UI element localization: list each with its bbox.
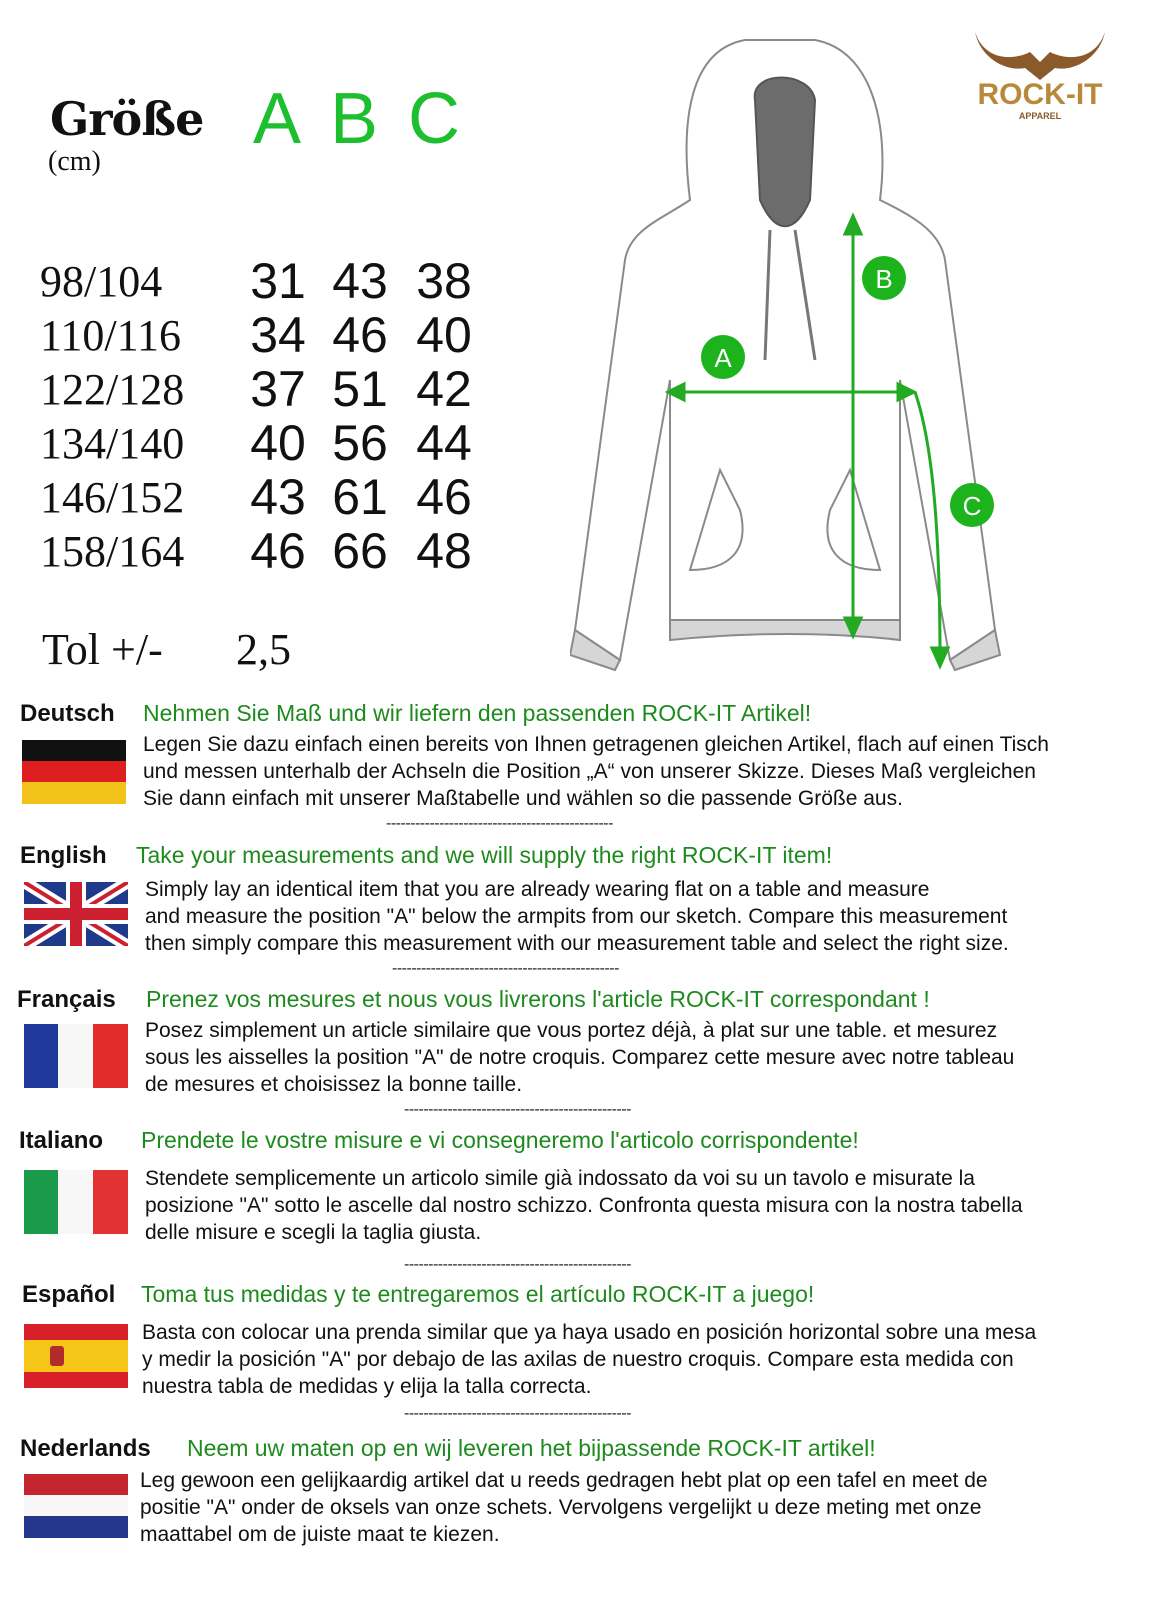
marker-a-label: A bbox=[714, 343, 732, 373]
body-line: Basta con colocar una prenda similar que ya haya usado en posición horizontal sobre una mesa bbox=[142, 1321, 1037, 1344]
size-value-c: 46 bbox=[416, 469, 472, 525]
body-line: Leg gewoon een gelijkaardig artikel dat u reeds gedragen hebt plat op een tafel en meet de bbox=[140, 1469, 988, 1492]
size-value-c: 42 bbox=[416, 361, 472, 417]
size-label: 122/128 bbox=[40, 365, 185, 414]
body-line: Stendete semplicemente un articolo simile già indossato da voi su un tavolo e misurate la bbox=[145, 1167, 975, 1190]
tolerance-label: Tol +/- bbox=[42, 625, 163, 674]
size-value-c: 38 bbox=[416, 253, 472, 309]
column-header-b: B bbox=[330, 79, 379, 159]
size-value-c: 40 bbox=[416, 307, 472, 363]
size-value-a: 37 bbox=[250, 361, 306, 417]
lang-headline-nederlands: Neem uw maten op en wij leveren het bijpassende ROCK-IT artikel! bbox=[187, 1435, 876, 1461]
size-label: 146/152 bbox=[40, 473, 185, 522]
lang-name-francais: Français bbox=[17, 986, 116, 1013]
tolerance-value: 2,5 bbox=[236, 625, 291, 674]
marker-c-label: C bbox=[962, 491, 982, 521]
size-row bbox=[0, 469, 560, 526]
body-line: then simply compare this measurement with our measurement table and select the right size. bbox=[145, 932, 1009, 955]
hoodie-measurement-diagram bbox=[570, 30, 1040, 690]
germany-flag-icon bbox=[22, 740, 126, 804]
lang-headline-francais: Prenez vos mesures et nous vous livrerons l'article ROCK-IT correspondant ! bbox=[146, 986, 930, 1012]
body-line: maattabel om de juiste maat te kiezen. bbox=[140, 1523, 500, 1546]
section-divider: ----------------------------------------------- bbox=[386, 815, 613, 832]
section-divider: ----------------------------------------------- bbox=[404, 1256, 631, 1273]
body-line: Simply lay an identical item that you are already wearing flat on a table and measure bbox=[145, 878, 930, 901]
body-line: sous les aisselles la position "A" de notre croquis. Comparez cette mesure avec notre tableau bbox=[145, 1046, 1015, 1069]
size-value-b: 46 bbox=[332, 307, 388, 363]
lang-body-francais bbox=[145, 1017, 1145, 1098]
lang-headline-espanol: Toma tus medidas y te entregaremos el artículo ROCK-IT a juego! bbox=[141, 1281, 815, 1307]
marker-b-label: B bbox=[875, 264, 893, 294]
marker-a bbox=[701, 335, 745, 379]
body-line: Sie dann einfach mit unserer Maßtabelle und wählen so die passende Größe aus. bbox=[143, 787, 903, 810]
logo-brand-text: ROCK-IT bbox=[977, 78, 1103, 111]
uk-flag-icon bbox=[24, 882, 128, 946]
netherlands-flag-icon bbox=[24, 1474, 128, 1538]
lang-headline-english: Take your measurements and we will supply the right ROCK-IT item! bbox=[136, 842, 833, 868]
lang-name-deutsch: Deutsch bbox=[20, 700, 115, 727]
lang-body-nederlands bbox=[140, 1467, 1140, 1548]
size-value-a: 34 bbox=[250, 307, 306, 363]
body-line: Legen Sie dazu einfach einen bereits von Ihnen getragenen gleichen Artikel, flach auf einen Tisch bbox=[143, 733, 1049, 756]
size-value-a: 40 bbox=[250, 415, 306, 471]
section-divider: ----------------------------------------------- bbox=[404, 1101, 631, 1118]
lang-body-espanol bbox=[142, 1319, 1142, 1400]
size-label: 134/140 bbox=[40, 419, 185, 468]
lang-name-espanol: Español bbox=[22, 1281, 116, 1308]
france-flag-icon bbox=[24, 1024, 128, 1088]
size-value-a: 31 bbox=[250, 253, 306, 309]
marker-c bbox=[950, 483, 994, 527]
size-value-a: 46 bbox=[250, 523, 306, 579]
lang-body-english bbox=[145, 876, 1145, 957]
hood-opening bbox=[755, 78, 815, 227]
body-line: delle misure e scegli la taglia giusta. bbox=[145, 1221, 482, 1244]
size-row bbox=[0, 361, 560, 418]
size-value-b: 66 bbox=[332, 523, 388, 579]
spain-coat-of-arms bbox=[50, 1346, 64, 1366]
column-header-c: C bbox=[408, 79, 460, 159]
size-value-b: 43 bbox=[332, 253, 388, 309]
size-value-c: 44 bbox=[416, 415, 472, 471]
size-row bbox=[0, 253, 560, 310]
size-value-b: 61 bbox=[332, 469, 388, 525]
italy-flag-icon bbox=[24, 1170, 128, 1234]
size-value-b: 51 bbox=[332, 361, 388, 417]
spain-flag-icon bbox=[24, 1324, 128, 1388]
lang-name-english: English bbox=[20, 842, 107, 869]
body-line: posizione "A" sotto le ascelle dal nostro schizzo. Confronta questa misura con la nostra tabella bbox=[145, 1194, 1023, 1217]
size-value-c: 48 bbox=[416, 523, 472, 579]
lang-name-nederlands: Nederlands bbox=[20, 1435, 151, 1462]
size-label: 98/104 bbox=[40, 257, 163, 306]
lang-headline-italiano: Prendete le vostre misure e vi consegneremo l'articolo corrispondente! bbox=[141, 1127, 859, 1153]
size-label: 110/116 bbox=[40, 311, 181, 360]
body-line: und messen unterhalb der Achseln die Position „A“ von unserer Skizze. Dieses Maß vergleichen bbox=[143, 760, 1036, 783]
size-value-b: 56 bbox=[332, 415, 388, 471]
column-header-a: A bbox=[253, 79, 302, 159]
size-row bbox=[0, 523, 560, 580]
section-divider: ----------------------------------------------- bbox=[392, 960, 619, 977]
logo-sub-text: APPAREL bbox=[1018, 111, 1062, 121]
body-line: and measure the position "A" below the armpits from our sketch. Compare this measurement bbox=[145, 905, 1008, 928]
size-table-unit: (cm) bbox=[48, 146, 101, 177]
lang-body-deutsch bbox=[143, 731, 1143, 812]
section-divider: ----------------------------------------------- bbox=[404, 1405, 631, 1422]
lang-body-italiano bbox=[145, 1165, 1145, 1246]
lang-headline-deutsch: Nehmen Sie Maß und wir liefern den passenden ROCK-IT Artikel! bbox=[143, 700, 812, 726]
body-line: Posez simplement un article similaire que vous portez déjà, à plat sur une table. et mesurez bbox=[145, 1019, 998, 1042]
body-line: nuestra tabla de medidas y elija la talla correcta. bbox=[142, 1375, 592, 1398]
body-line: de mesures et choisissez la bonne taille. bbox=[145, 1073, 523, 1096]
body-line: y medir la posición "A" por debajo de las axilas de nuestro croquis. Compare esta medida con bbox=[142, 1348, 1014, 1371]
size-table-title: Größe bbox=[50, 92, 204, 146]
lang-name-italiano: Italiano bbox=[19, 1127, 104, 1154]
marker-b bbox=[862, 256, 906, 300]
size-row bbox=[0, 307, 560, 364]
size-label: 158/164 bbox=[40, 527, 185, 576]
size-value-a: 43 bbox=[250, 469, 306, 525]
body-line: positie "A" onder de oksels van onze schets. Vervolgens vergelijkt u deze meting met onze bbox=[140, 1496, 982, 1519]
size-row bbox=[0, 415, 560, 472]
